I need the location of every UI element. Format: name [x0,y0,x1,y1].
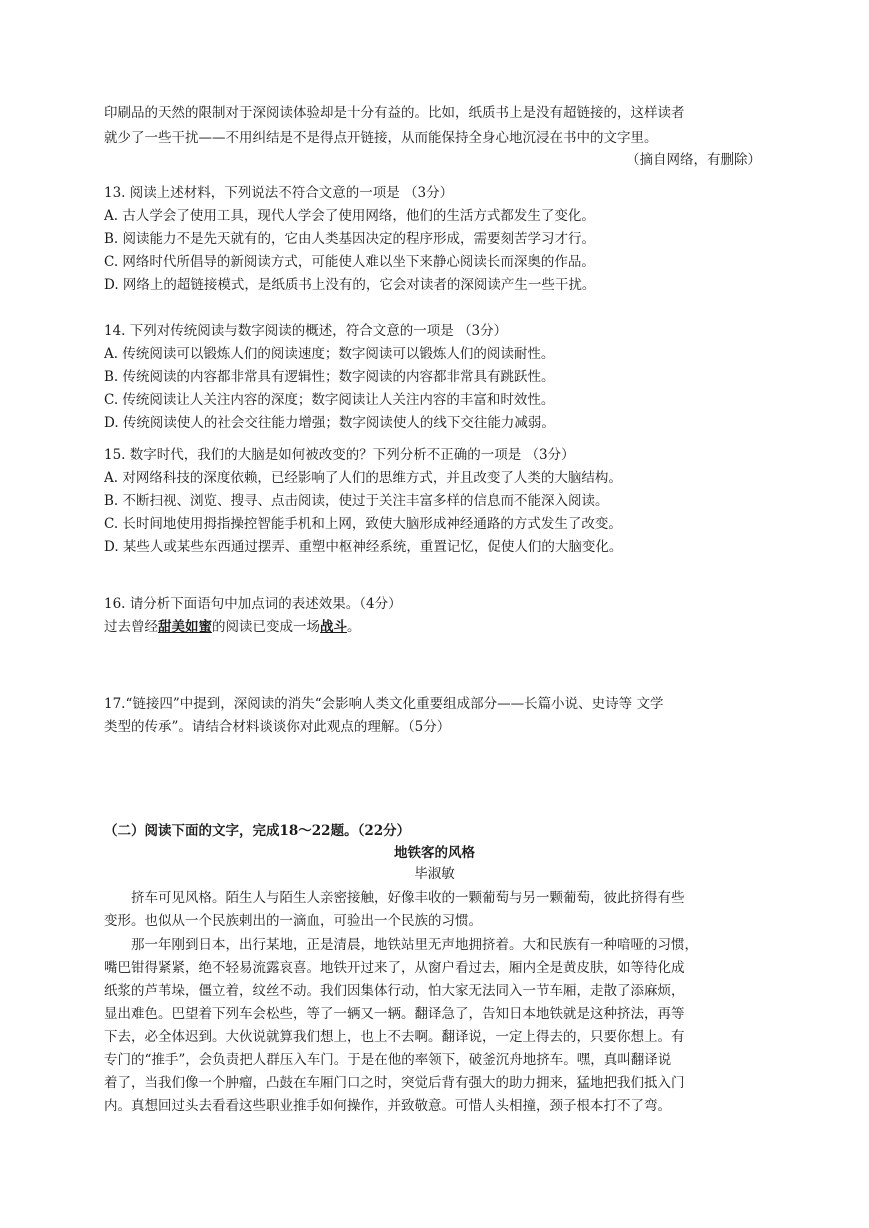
paragraph-2-line-8: 内。真想回过头去看看这些职业推手如何操作，并致敬意。可惜人头相撞，颈子根本打不了弯。 [104,1098,671,1114]
paragraph-2-line-3: 纸浆的芦苇垛，僵立着，纹丝不动。我们因集体行动，怕大家无法同入一节车厢，走散了添麻烦， [104,983,685,999]
q16-sentence [104,617,361,637]
q14-option-d: D. 传统阅读使人的社会交往能力增强；数字阅读使人的线下交往能力减弱。 [104,415,555,431]
paragraph-2-line-7: 着了，当我们像一个肿瘤，凸鼓在车厢门口之时，突觉后背有强大的助力拥来，猛地把我们抵入门 [104,1075,685,1091]
q15-option-d: D. 某些人或某些东西通过摆弄、重塑中枢神经系统，重置记忆，促使人们的大脑变化。 [104,539,623,555]
q16-text-post: 。 [347,619,361,635]
passage-line-1: 印刷品的天然的限制对于深阅读体验却是十分有益的。比如，纸质书上是没有超链接的，这样读者 [104,105,685,121]
q13-option-a: A. 古人学会了使用工具，现代人学会了使用网络，他们的生活方式都发生了变化。 [104,208,595,224]
q14-option-a: A. 传统阅读可以锻炼人们的阅读速度；数字阅读可以锻炼人们的阅读耐性。 [104,346,555,362]
q16-stem: 16. 请分析下面语句中加点词的表述效果。（4分） [104,596,402,612]
article-author: 毕淑敏 [414,866,455,882]
article-title: 地铁客的风格 [394,845,475,861]
passage-line-2: 就少了一些干扰——不用纠结是不是得点开链接，从而能保持全身心地沉浸在书中的文字里。 [104,130,658,146]
q13-option-b: B. 阅读能力不是先天就有的，它由人类基因决定的程序形成，需要刻苦学习才行。 [104,231,596,247]
paragraph-2-line-6: 专门的“推手”，会负责把人群压入车门。于是在他的率领下，破釜沉舟地挤车。嘿，真叫翻译说 [104,1052,672,1068]
source-note: （摘自网络，有删除） [626,152,761,168]
paragraph-2-line-4: 显出难色。巴望着下列车会松些，等了一辆又一辆。翻译急了，告知日本地铁就是这种挤法，再等 [104,1006,685,1022]
q16-emphasis-1: 甜美如蜜 [158,619,212,635]
q15-option-c: C. 长时间地使用拇指操控智能手机和上网，致使大脑形成神经通路的方式发生了改变。 [104,516,622,532]
q13-stem: 13. 阅读上述材料，下列说法不符合文意的一项是 （3分） [104,185,454,201]
q14-option-b: B. 传统阅读的内容都非常具有逻辑性；数字阅读的内容都非常具有跳跃性。 [104,369,555,385]
paragraph-2-line-5: 下去，必全体迟到。大伙说就算我们想上，也上不去啊。翻译说，一定上得去的，只要你想上。有 [104,1029,685,1045]
q13-option-c: C. 网络时代所倡导的新阅读方式，可能使人难以坐下来静心阅读长而深奥的作品。 [104,254,595,270]
q15-option-b: B. 不断扫视、浏览、搜寻、点击阅读，使过于关注丰富多样的信息而不能深入阅读。 [104,493,609,509]
paragraph-2-line-1: 那一年刚到日本，出行某地，正是清晨，地铁站里无声地拥挤着。大和民族有一种喑哑的习惯， [131,937,698,953]
paragraph-1-line-1: 挤车可见风格。陌生人与陌生人亲密接触，好像丰收的一颗葡萄与另一颗葡萄，彼此挤得有些 [131,890,685,906]
q15-option-a: A. 对网络科技的深度依赖，已经影响了人们的思维方式，并且改变了人类的大脑结构。 [104,470,622,486]
q14-option-c: C. 传统阅读让人关注内容的深度；数字阅读让人关注内容的丰富和时效性。 [104,392,555,408]
q17-line-2: 类型的传承”。请结合材料谈谈你对此观点的理解。（5分） [104,719,451,735]
q13-option-d: D. 网络上的超链接模式，是纸质书上没有的，它会对读者的深阅读产生一些干扰。 [104,277,596,293]
q17-line-1: 17.“链接四”中提到，深阅读的消失“会影响人类文化重要组成部分——长篇小说、史诗等 文学 [104,696,664,712]
q16-text-mid: 的阅读已变成一场 [212,619,320,635]
q15-stem: 15. 数字时代，我们的大脑是如何被改变的？下列分析不正确的一项是 （3分） [104,447,575,463]
paragraph-2-line-2: 嘴巴钳得紧紧，绝不轻易流露哀喜。地铁开过来了，从窗户看过去，厢内全是黄皮肤，如等待化成 [104,960,685,976]
q14-stem: 14. 下列对传统阅读与数字阅读的概述，符合文意的一项是 （3分） [104,323,508,339]
q16-text-pre: 过去曾经 [104,619,158,635]
section-2-heading: （二）阅读下面的文字，完成18～22题。（22分） [104,823,411,839]
paragraph-1-line-2: 变形。也似从一个民族剌出的一滴血，可验出一个民族的习惯。 [104,913,482,929]
q16-emphasis-2: 战斗 [320,619,347,635]
